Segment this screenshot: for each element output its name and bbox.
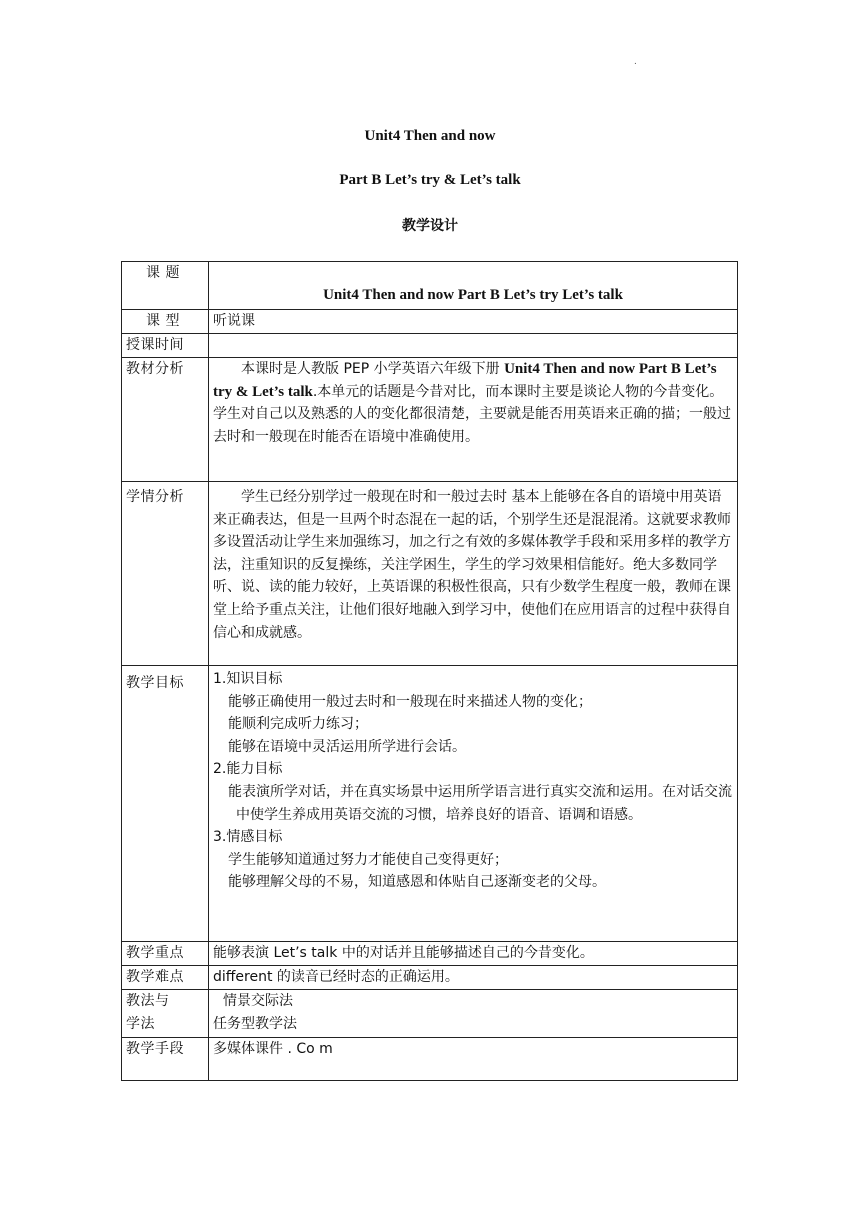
difficulty-value: different 的读音已经时态的正确运用。 <box>209 966 738 990</box>
knowledge-goal-item: 能顺利完成听力练习； <box>228 716 368 733</box>
table-row-means <box>122 1038 738 1081</box>
table-row-goals <box>122 666 738 942</box>
table-row-topic <box>122 262 738 310</box>
table-row-students <box>122 482 738 666</box>
document-title: Unit4 Then and now <box>364 128 496 144</box>
students-label: 学情分析 <box>122 482 209 666</box>
methods-label: 教法与 学法 <box>122 990 209 1038</box>
means-label: 教学手段 <box>122 1038 209 1081</box>
table-row-time <box>122 334 738 358</box>
keypoint-label: 教学重点 <box>122 942 209 966</box>
knowledge-goal-title: 1.知识目标 <box>213 671 283 687</box>
time-value <box>209 334 738 358</box>
difficulty-label: 教学难点 <box>122 966 209 990</box>
ability-goal-title: 2.能力目标 <box>213 761 283 778</box>
knowledge-goal-item: 能够在语境中灵活运用所学进行会话。 <box>228 738 466 755</box>
document-heading: 教学设计 <box>402 218 458 234</box>
ability-goal-item: 能表演所学对话，并在真实场景中运用所学语言进行真实交流和运用。在对话交流中使学生养成用英语交流的习惯，培养良好的语音、语调和语感。 <box>228 783 732 823</box>
means-value: 多媒体课件 . Co m <box>209 1038 738 1081</box>
goals-content <box>209 666 738 942</box>
methods-value: 情景交际法 任务型教学法 <box>209 990 738 1038</box>
type-label: 课 型 <box>122 310 209 334</box>
goals-label: 教学目标 <box>122 666 209 942</box>
lesson-plan-table <box>121 261 738 1081</box>
emotion-goal-title: 3.情感目标 <box>213 829 283 846</box>
keypoint-value: 能够表演 Let’s talk 中的对话并且能够描述自己的今昔变化。 <box>209 942 738 966</box>
table-row-keypoint <box>122 942 738 966</box>
topic-label: 课 题 <box>122 262 209 310</box>
corner-mark: . <box>634 56 637 67</box>
material-text: 本课时是人教版 PEP 小学英语六年级下册 Unit4 Then and now Part B Let’s try & Let’s talk.本单元的话题是今昔对比，而本课时主要是谈论人物的今昔变化。学生对自己以及熟悉的人的变化都很清楚，主要就是能否用英语来正确的描；一般过去时和一般现在时能否在语境中准确使用。 <box>209 358 738 482</box>
students-text: 学生已经分别学过一般现在时和一般过去时 基本上能够在各自的语境中用英语来正确表达，但是一旦两个时态混在一起的话，个别学生还是混混淆。这就要求教师多设置活动让学生来加强练习，加之行之有效的多媒体教学手段和采用多样的教学方法，注重知识的反复操练，关注学困生，学生的学习效果相信能好。绝大多数同学听、说、读的能力较好，上英语课的积极性很高，只有少数学生程度一般，教师在课堂上给予重点关注，让他们很好地融入到学习中，使他们在应用语言的过程中获得自信心和成就感。 <box>209 482 738 666</box>
material-label: 教材分析 <box>122 358 209 482</box>
table-row-methods <box>122 990 738 1038</box>
emotion-goal-item: 学生能够知道通过努力才能使自己变得更好； <box>228 851 508 868</box>
table-row-difficulty <box>122 966 738 990</box>
table-row-type <box>122 310 738 334</box>
knowledge-goal-item: 能够正确使用一般过去时和一般现在时来描述人物的变化； <box>228 693 592 710</box>
document-subtitle: Part B Let’s try & Let’s talk <box>339 172 521 188</box>
table-row-material <box>122 358 738 482</box>
type-value: 听说课 <box>209 310 738 334</box>
emotion-goal-item: 能够理解父母的不易，知道感恩和体贴自己逐渐变老的父母。 <box>228 874 606 891</box>
topic-value: Unit4 Then and now Part B Let’s try Let’s talk <box>209 262 738 310</box>
time-label: 授课时间 <box>122 334 209 358</box>
